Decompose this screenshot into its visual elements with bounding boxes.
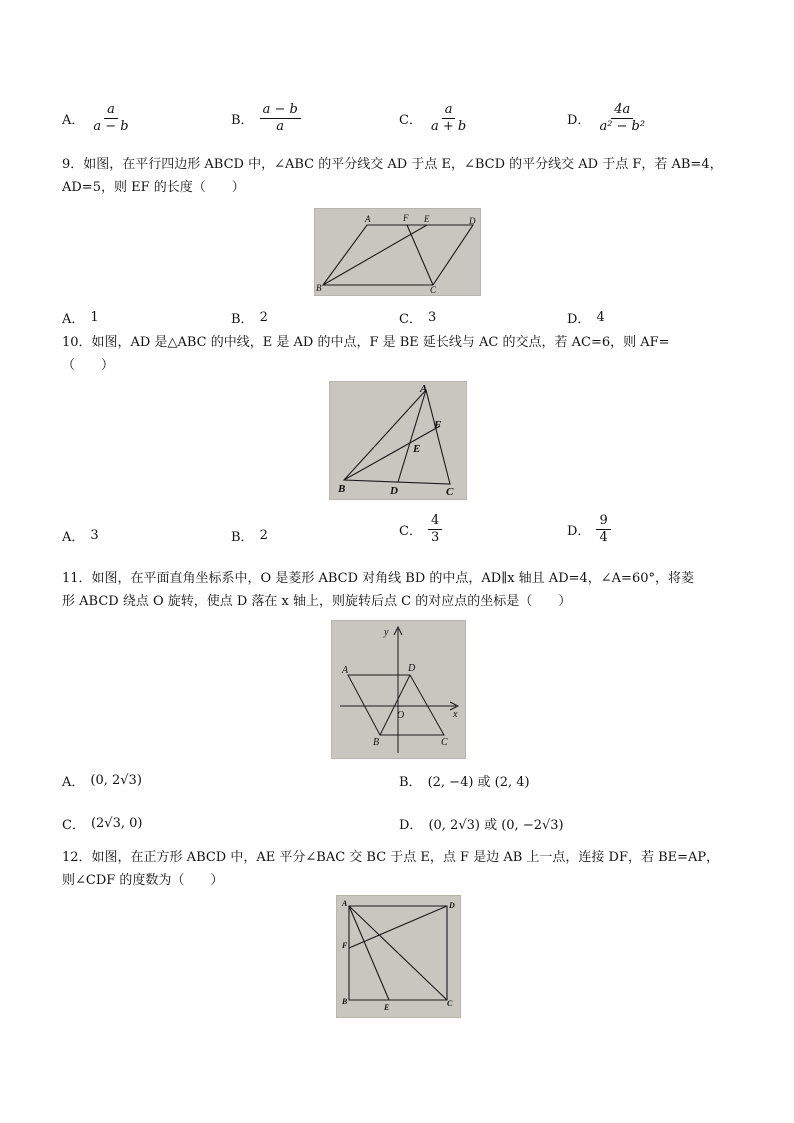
option-label: D． <box>567 523 591 539</box>
label-d: D <box>469 216 476 226</box>
q8-option-c <box>399 103 469 133</box>
q9-option-c <box>399 308 436 327</box>
option-label: C． <box>62 818 85 833</box>
option-value: 2 <box>259 528 268 543</box>
denominator: a + b <box>430 118 467 134</box>
q9-option-b <box>231 308 268 327</box>
q12-line-2: 则∠CDF 的度数为（ ） <box>62 873 224 888</box>
option-value: 1 <box>90 310 99 325</box>
label-b: B <box>338 483 346 495</box>
option-label: B． <box>231 312 254 327</box>
denominator: a <box>276 118 285 134</box>
q9-question <box>62 153 742 199</box>
label-c: C <box>430 285 437 295</box>
option-label: B． <box>399 775 422 790</box>
label-a: A <box>342 899 348 908</box>
label-a: A <box>365 214 371 224</box>
numerator: a − b <box>260 103 301 119</box>
label-e: E <box>384 1003 390 1012</box>
option-value: 3 <box>427 310 437 325</box>
q11-option-a <box>62 771 142 790</box>
label-o: O <box>397 710 405 721</box>
q12-question <box>62 846 742 892</box>
option-label: A． <box>62 775 85 790</box>
q11-line-1: 11．如图，在平面直角坐标系中，O 是菱形 ABCD 对角线 BD 的中点，AD∥x 轴且 AD=4，∠A=60°，将菱 <box>62 571 694 586</box>
label-a: A <box>342 665 349 676</box>
q11-option-b <box>399 771 530 790</box>
numerator: 9 <box>596 514 610 530</box>
q10-option-d <box>567 514 611 544</box>
label-d: D <box>408 663 416 674</box>
q12-figure <box>336 895 461 1018</box>
option-label: A． <box>62 312 85 327</box>
denominator: a² − b² <box>599 118 646 134</box>
fraction <box>596 514 610 544</box>
option-value: 4 <box>596 310 605 325</box>
q10-option-a <box>62 526 99 545</box>
label-f: F <box>342 941 348 950</box>
q11-option-c <box>62 814 142 833</box>
fraction <box>260 103 301 133</box>
q11-option-d <box>399 814 564 833</box>
option-label: A． <box>62 530 85 545</box>
q9-option-d <box>567 308 605 327</box>
numerator: 4 <box>428 514 442 530</box>
label-f: F <box>403 213 409 223</box>
q8-option-a <box>62 103 132 133</box>
q11-figure <box>331 620 466 759</box>
option-value: (0, 2√3) <box>90 773 142 788</box>
q10-figure <box>329 381 467 500</box>
fraction <box>428 103 469 133</box>
q10-option-b <box>231 526 268 545</box>
q11-question <box>62 567 742 613</box>
option-value: (2√3, 0) <box>90 816 143 831</box>
label-b: B <box>373 737 380 748</box>
numerator: 4a <box>611 103 633 119</box>
label-y: y <box>384 627 389 638</box>
q8-option-b <box>231 103 301 133</box>
label-f: F <box>434 419 442 431</box>
option-label: D． <box>567 312 591 327</box>
option-value: (2, −4) 或 (2, 4) <box>427 775 530 790</box>
label-c: C <box>446 486 454 498</box>
option-label: D． <box>567 112 591 128</box>
denominator: 4 <box>599 529 608 545</box>
fraction <box>428 514 442 544</box>
label-d: D <box>390 485 398 497</box>
option-label: C． <box>399 523 422 539</box>
option-label: D． <box>399 818 423 833</box>
label-x: x <box>453 709 458 720</box>
label-b: B <box>342 997 348 1006</box>
fraction <box>90 103 131 133</box>
label-a: A <box>420 383 428 395</box>
q10-question <box>62 331 742 377</box>
q9-line-2: AD=5，则 EF 的长度（ ） <box>62 180 245 195</box>
option-value: (0, 2√3) 或 (0, −2√3) <box>428 818 564 833</box>
q8-option-d <box>567 103 648 133</box>
option-label: B． <box>231 112 254 128</box>
label-c: C <box>441 737 448 748</box>
option-label: C． <box>399 312 422 327</box>
q9-line-1: 9．如图，在平行四边形 ABCD 中，∠ABC 的平分线交 AD 于点 E，∠BCD 的平分线交 AD 于点 F，若 AB=4， <box>62 157 723 172</box>
q10-option-c <box>399 514 442 544</box>
q12-line-1: 12．如图，在正方形 ABCD 中，AE 平分∠BAC 交 BC 于点 E，点 F 是边 AB 上一点，连接 DF，若 BE=AP， <box>62 850 720 865</box>
option-value: 2 <box>259 310 268 325</box>
label-d: D <box>449 901 455 910</box>
numerator: a <box>104 103 118 119</box>
q9-figure <box>314 208 481 296</box>
q9-option-a <box>62 308 99 327</box>
denominator: a − b <box>93 118 129 134</box>
q10-line-1: 10．如图，AD 是△ABC 的中线，E 是 AD 的中点，F 是 BE 延长线与 AC 的交点，若 AC=6，则 AF= <box>62 335 670 350</box>
label-c: C <box>447 999 453 1008</box>
label-e: E <box>413 443 421 455</box>
option-label: C． <box>399 112 422 128</box>
fraction <box>596 103 648 133</box>
denominator: 3 <box>430 529 440 545</box>
option-value: 3 <box>90 528 99 543</box>
numerator: a <box>442 103 456 119</box>
q10-line-2: （ ） <box>62 358 115 373</box>
label-e: E <box>424 214 430 224</box>
option-label: B． <box>231 530 254 545</box>
q11-line-2: 形 ABCD 绕点 O 旋转，使点 D 落在 x 轴上，则旋转后点 C 的对应点的坐标是（ ） <box>62 594 572 609</box>
label-b: B <box>316 283 322 293</box>
option-label: A． <box>62 112 85 128</box>
